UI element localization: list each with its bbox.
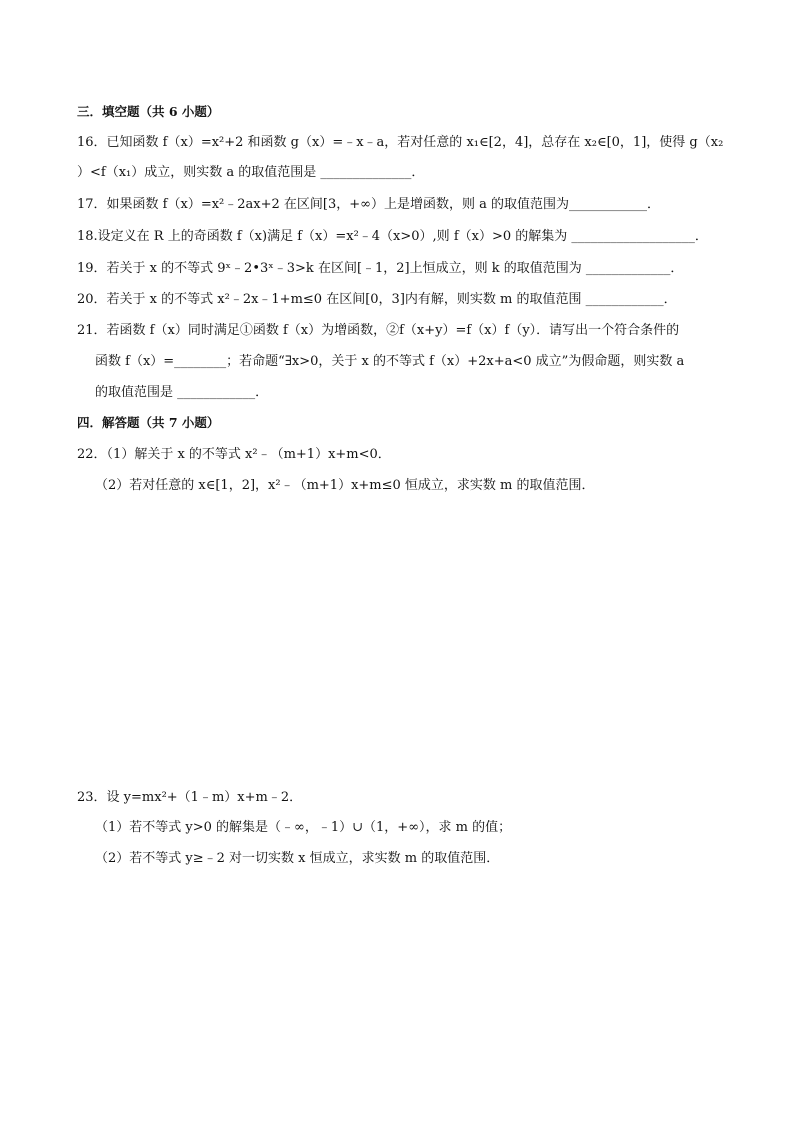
question-19: 19．若关于 x 的不等式 9ˣ﹣2•3ˣ﹣3>k 在区间[﹣1，2]上恒成立，则 k 的取值范围为 _____________． [77, 261, 684, 276]
question-20: 20．若关于 x 的不等式 x²﹣2x﹣1+m≤0 在区间[0，3]内有解，则实数 m 的取值范围 ____________． [77, 292, 677, 307]
question-18: 18.设定义在 R 上的奇函数 f（x)满足 f（x）=x²﹣4（x>0）,则 f（x）>0 的解集为 ___________________． [77, 229, 708, 244]
section4-heading: 四．解答题（共 7 小题） [77, 415, 220, 430]
question-23-line3: （2）若不等式 y≥﹣2 对一切实数 x 恒成立，求实数 m 的取值范围． [95, 851, 500, 866]
question-23-line2: （1）若不等式 y>0 的解集是（﹣∞，﹣1）∪（1，+∞），求 m 的值； [95, 820, 512, 835]
question-23-line1: 23．设 y=mx²+（1﹣m）x+m﹣2． [77, 790, 303, 805]
question-22-line1: 22．（1）解关于 x 的不等式 x²﹣（m+1）x+m<0． [77, 447, 391, 462]
question-21-line1: 21．若函数 f（x）同时满足①函数 f（x）为增函数，②f（x+y）=f（x）f（y）．请写出一个符合条件的 [77, 323, 680, 338]
question-21-line2: 函数 f（x）=________；若命题“∃x>0，关于 x 的不等式 f（x）+2x+a<0 成立”为假命题，则实数 a [95, 354, 685, 369]
question-22-line2: （2）若对任意的 x∈[1，2]，x²﹣（m+1）x+m≤0 恒成立，求实数 m 的取值范围． [95, 478, 595, 493]
question-16-line1: 16．已知函数 f（x）=x²+2 和函数 g（x）=﹣x﹣a，若对任意的 x₁∈[2，4]，总存在 x₂∈[0，1]，使得 g（x₂ [77, 135, 724, 150]
question-17: 17．如果函数 f（x）=x²﹣2ax+2 在区间[3，+∞）上是增函数，则 a 的取值范围为____________． [77, 197, 660, 212]
question-21-line3: 的取值范围是 ____________． [95, 385, 269, 400]
section3-heading: 三．填空题（共 6 小题） [77, 104, 220, 119]
question-16-line2: ）<f（x₁）成立，则实数 a 的取值范围是 ______________． [77, 165, 425, 180]
